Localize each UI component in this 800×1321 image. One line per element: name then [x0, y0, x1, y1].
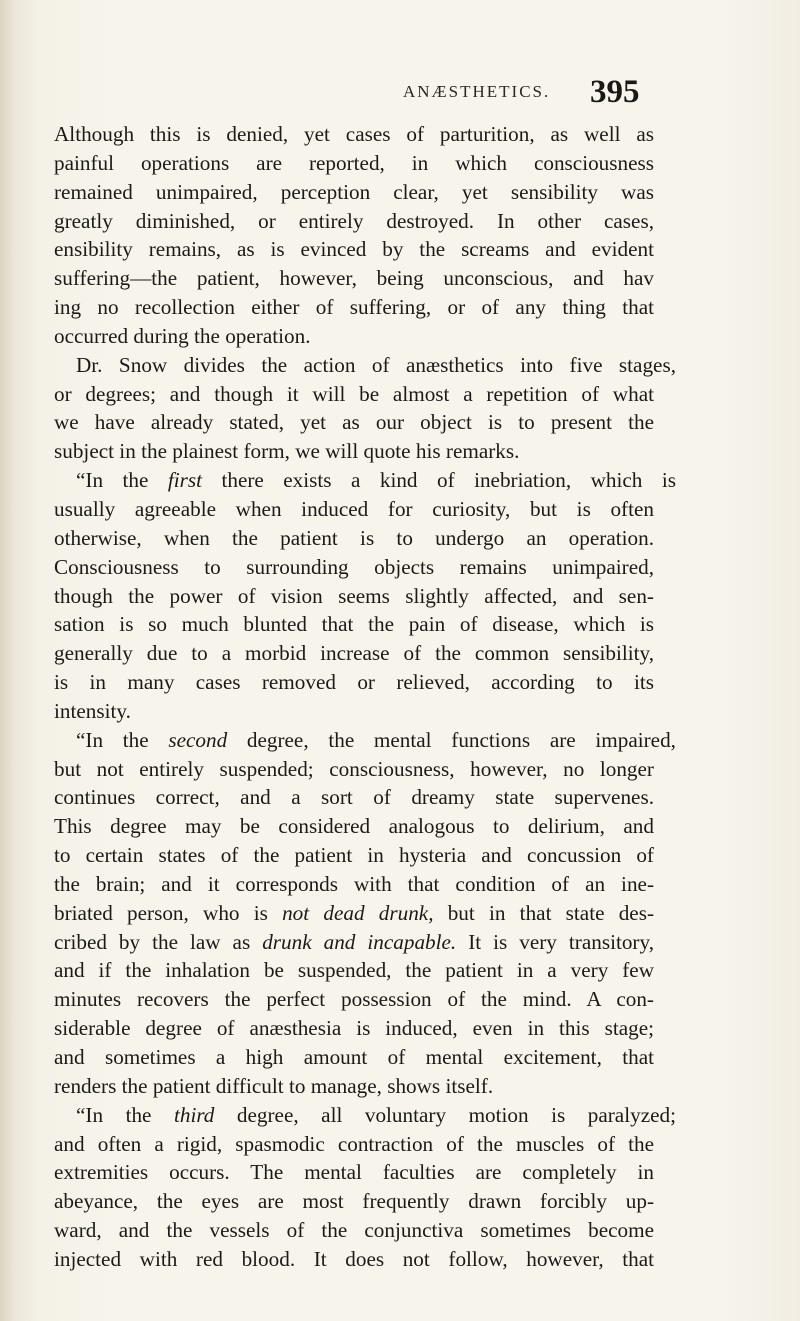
text-run: abeyance, the eyes are most frequently drawn forcibly up-: [54, 1189, 654, 1214]
text-line: [54, 293, 654, 322]
text-run: but not entirely suspended; consciousness, however, no longer: [54, 756, 654, 781]
text-run: This degree may be considered analogous to delirium, and: [54, 814, 654, 839]
italic-text: third: [173, 1102, 215, 1127]
text-run: the brain; and it corresponds with that condition of an ine-: [54, 871, 654, 896]
text-run: ward, and the vessels of the conjunctiva sometimes become: [54, 1218, 654, 1243]
text-run: otherwise, when the patient is to undergo an operation.: [54, 525, 654, 550]
text-line: [54, 466, 676, 495]
text-line: [54, 322, 654, 351]
text-run: occurred during the operation.: [54, 323, 311, 348]
text-run: briated person, who is: [54, 900, 283, 925]
text-line: [54, 524, 654, 553]
text-line: [54, 1072, 654, 1101]
text-run: and often a rigid, spasmodic contraction of the muscles of the: [54, 1131, 654, 1156]
text-line: [54, 1101, 676, 1130]
text-run: siderable degree of anæsthesia is induced, even in this stage;: [54, 1016, 654, 1041]
text-run: and if the inhalation be suspended, the patient in a very few: [54, 958, 654, 983]
text-line: [54, 928, 654, 957]
running-title: ANÆSTHETICS.: [403, 82, 551, 101]
text-line: [54, 149, 654, 178]
text-run: ensibility remains, as is evinced by the screams and evident: [54, 237, 654, 262]
text-run: sation is so much blunted that the pain of disease, which is: [54, 612, 654, 637]
italic-text: not dead drunk,: [282, 900, 434, 925]
text-line: [54, 120, 654, 149]
text-line: [54, 668, 654, 697]
text-run: greatly diminished, or entirely destroyed. In other cases,: [54, 208, 654, 233]
text-line: [54, 639, 654, 668]
text-run: Although this is denied, yet cases of parturition, as well as: [54, 122, 654, 146]
text-run: Consciousness to surrounding objects remains unimpaired,: [54, 554, 654, 579]
body-text: [54, 120, 676, 1274]
text-line: [54, 956, 654, 985]
text-line: [54, 1158, 654, 1187]
text-line: [54, 755, 654, 784]
text-line: [54, 1187, 654, 1216]
text-run: or degrees; and though it will be almost a repetition of what: [54, 381, 654, 406]
text-line: [54, 264, 654, 293]
italic-text: second: [168, 727, 228, 752]
text-line: [54, 408, 654, 437]
text-run: there exists a kind of inebriation, which is: [202, 468, 676, 493]
text-line: [54, 351, 676, 380]
text-line: [54, 235, 654, 264]
text-run: renders the patient difficult to manage, shows itself.: [54, 1073, 494, 1098]
text-line: [54, 495, 654, 524]
text-run: and sometimes a high amount of mental excitement, that: [54, 1045, 654, 1069]
text-run: but in that state des-: [433, 900, 655, 925]
text-line: [54, 553, 654, 582]
text-run: minutes recovers the perfect possession of the mind. A con-: [54, 987, 654, 1012]
text-line: [54, 870, 654, 899]
text-run: generally due to a morbid increase of the common sensibility,: [54, 641, 654, 666]
text-run: degree, all voluntary motion is paralyzed;: [214, 1102, 676, 1127]
text-run: It is very transitory,: [456, 929, 654, 954]
text-run: is in many cases removed or relieved, according to its: [54, 670, 654, 695]
italic-text: drunk and incapable.: [262, 929, 457, 954]
text-line: [54, 380, 654, 409]
text-line: [54, 1014, 654, 1043]
text-run: painful operations are reported, in which consciousness: [54, 150, 654, 175]
text-line: [54, 178, 654, 207]
text-line: [54, 610, 654, 639]
text-line: [54, 1130, 654, 1159]
text-run: degree, the mental functions are impaired,: [227, 727, 676, 752]
text-line: [54, 841, 654, 870]
text-line: [54, 437, 654, 466]
text-line: [54, 207, 654, 236]
text-run: remained unimpaired, perception clear, yet sensibility was: [54, 179, 654, 204]
text-run: usually agreeable when induced for curiosity, but is often: [54, 496, 654, 521]
text-run: continues correct, and a sort of dreamy state supervenes.: [54, 785, 654, 810]
text-run: to certain states of the patient in hysteria and concussion of: [54, 843, 654, 868]
text-run: cribed by the law as: [54, 929, 263, 954]
text-run: subject in the plainest form, we will quote his remarks.: [54, 439, 520, 464]
text-line: [54, 812, 654, 841]
text-line: [54, 1043, 654, 1072]
italic-text: first: [167, 468, 203, 493]
text-line: [54, 1216, 654, 1245]
text-run: we have already stated, yet as our object is to present the: [54, 410, 654, 435]
text-run: injected with red blood. It does not follow, however, that: [54, 1246, 654, 1271]
text-line: [54, 697, 654, 726]
text-run: suffering—the patient, however, being unconscious, and hav: [54, 266, 654, 291]
text-run: intensity.: [54, 698, 131, 723]
text-line: [54, 582, 654, 611]
text-line: [54, 783, 654, 812]
text-run: “In the: [76, 468, 168, 493]
text-line: [54, 1245, 654, 1274]
text-line: [54, 726, 676, 755]
text-line: [54, 985, 654, 1014]
text-run: extremities occurs. The mental faculties are completely in: [54, 1160, 654, 1185]
text-run: ing no recollection either of suffering, or of any thing that: [54, 295, 654, 320]
text-run: “In the: [76, 727, 169, 752]
text-line: [54, 899, 654, 928]
text-run: “In the: [76, 1102, 174, 1127]
text-run: Dr. Snow divides the action of anæsthetics into five stages,: [76, 352, 676, 377]
text-run: though the power of vision seems slightly affected, and sen-: [54, 583, 654, 608]
page-number: 395: [590, 74, 640, 110]
running-head: [0, 76, 800, 112]
